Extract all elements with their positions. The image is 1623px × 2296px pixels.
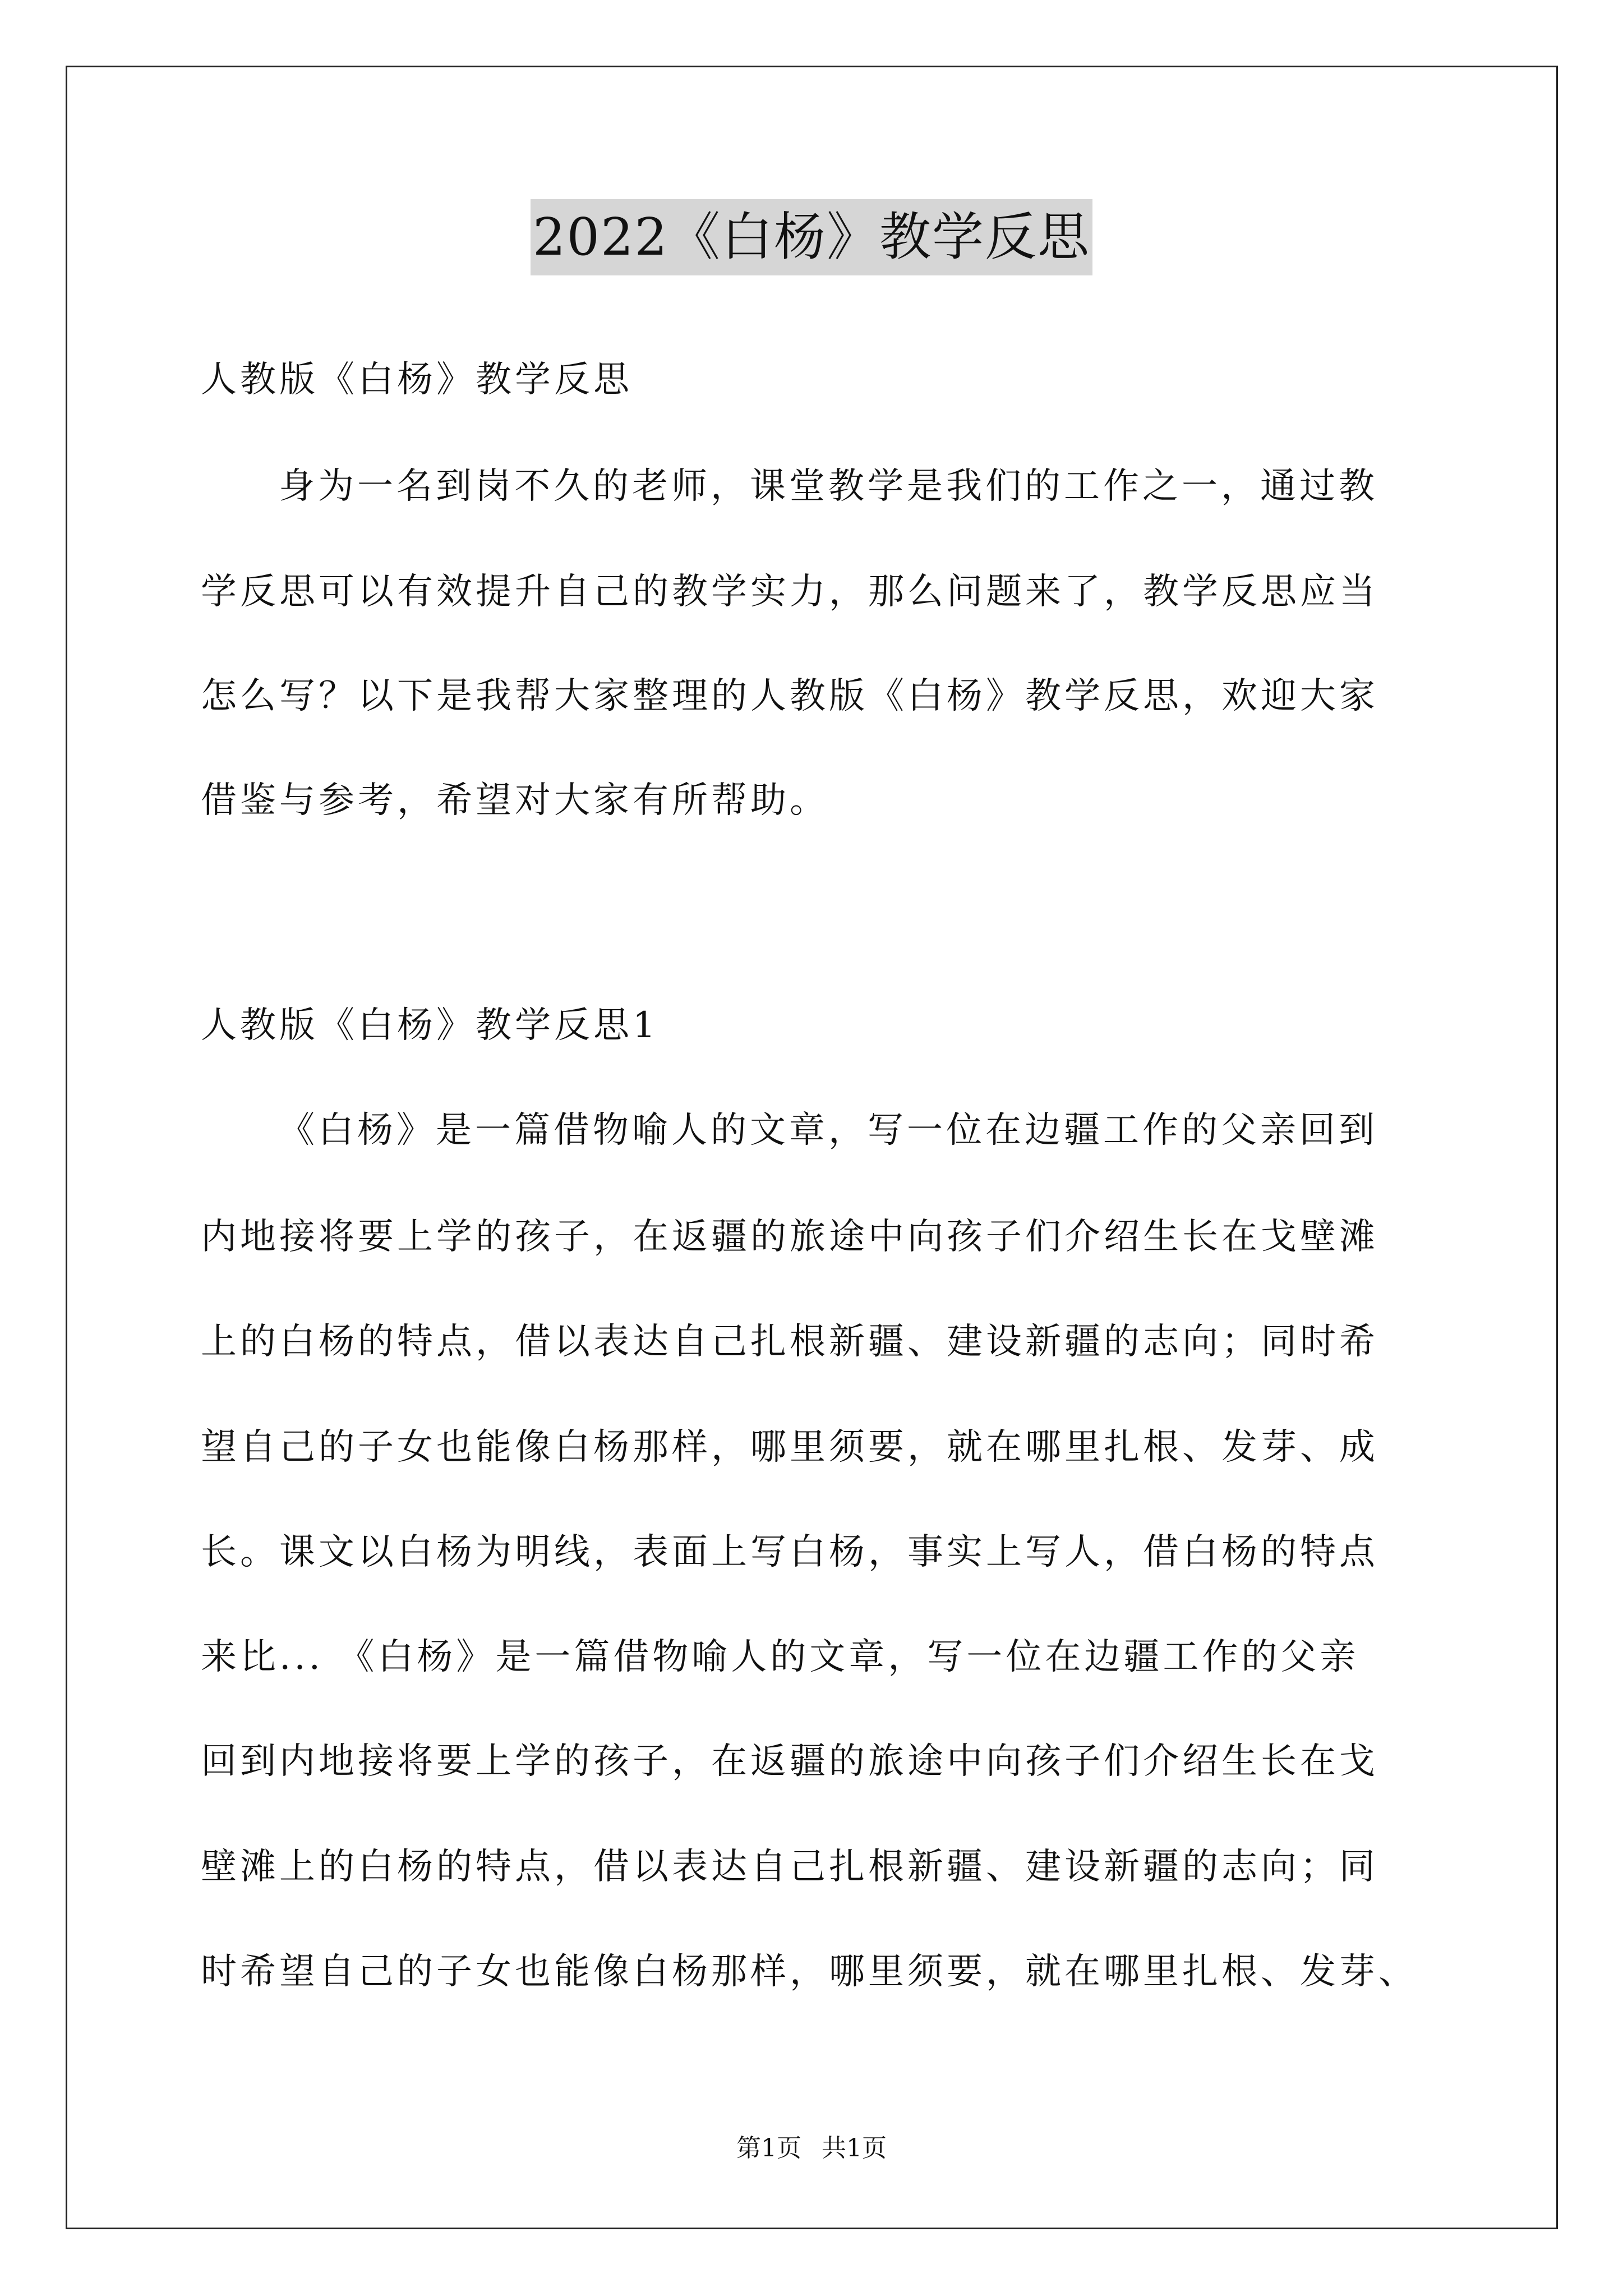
paragraph-line: 壁滩上的白杨的特点，借以表达自己扎根新疆、建设新疆的志向；同 <box>201 1846 1378 1888</box>
document-title: 2022《白杨》教学反思 <box>531 199 1092 275</box>
page-number-total: 共1页 <box>822 2134 887 2162</box>
paragraph-line: 《白杨》是一篇借物喻人的文章，写一位在边疆工作的父亲回到 <box>279 1110 1378 1151</box>
title-container <box>0 199 1623 275</box>
paragraph-line: 望自己的子女也能像白杨那样，哪里须要，就在哪里扎根、发芽、成 <box>201 1427 1378 1468</box>
paragraph-line: 怎么写？以下是我帮大家整理的人教版《白杨》教学反思，欢迎大家 <box>201 675 1378 717</box>
paragraph-line: 学反思可以有效提升自己的教学实力，那么问题来了，教学反思应当 <box>201 571 1378 613</box>
page-footer <box>0 2132 1623 2165</box>
paragraph-line: 来比... 《白杨》是一篇借物喻人的文章，写一位在边疆工作的父亲 <box>201 1636 1359 1678</box>
paragraph-line: 身为一名到岗不久的老师，课堂教学是我们的工作之一，通过教 <box>279 466 1378 507</box>
subheading: 人教版《白杨》教学反思 <box>201 359 633 401</box>
subheading: 人教版《白杨》教学反思1 <box>201 1005 659 1046</box>
paragraph-line: 回到内地接将要上学的孩子，在返疆的旅途中向孩子们介绍生长在戈 <box>201 1741 1378 1782</box>
paragraph-line: 内地接将要上学的孩子，在返疆的旅途中向孩子们介绍生长在戈壁滩 <box>201 1216 1378 1258</box>
paragraph-line: 借鉴与参考，希望对大家有所帮助。 <box>201 780 829 821</box>
paragraph-line: 长。课文以白杨为明线，表面上写白杨，事实上写人，借白杨的特点 <box>201 1531 1378 1573</box>
paragraph-line: 上的白杨的特点，借以表达自己扎根新疆、建设新疆的志向；同时希 <box>201 1321 1378 1363</box>
paragraph-line: 时希望自己的子女也能像白杨那样，哪里须要，就在哪里扎根、发芽、 <box>201 1951 1418 1993</box>
page-number-current: 第1页 <box>736 2134 801 2162</box>
